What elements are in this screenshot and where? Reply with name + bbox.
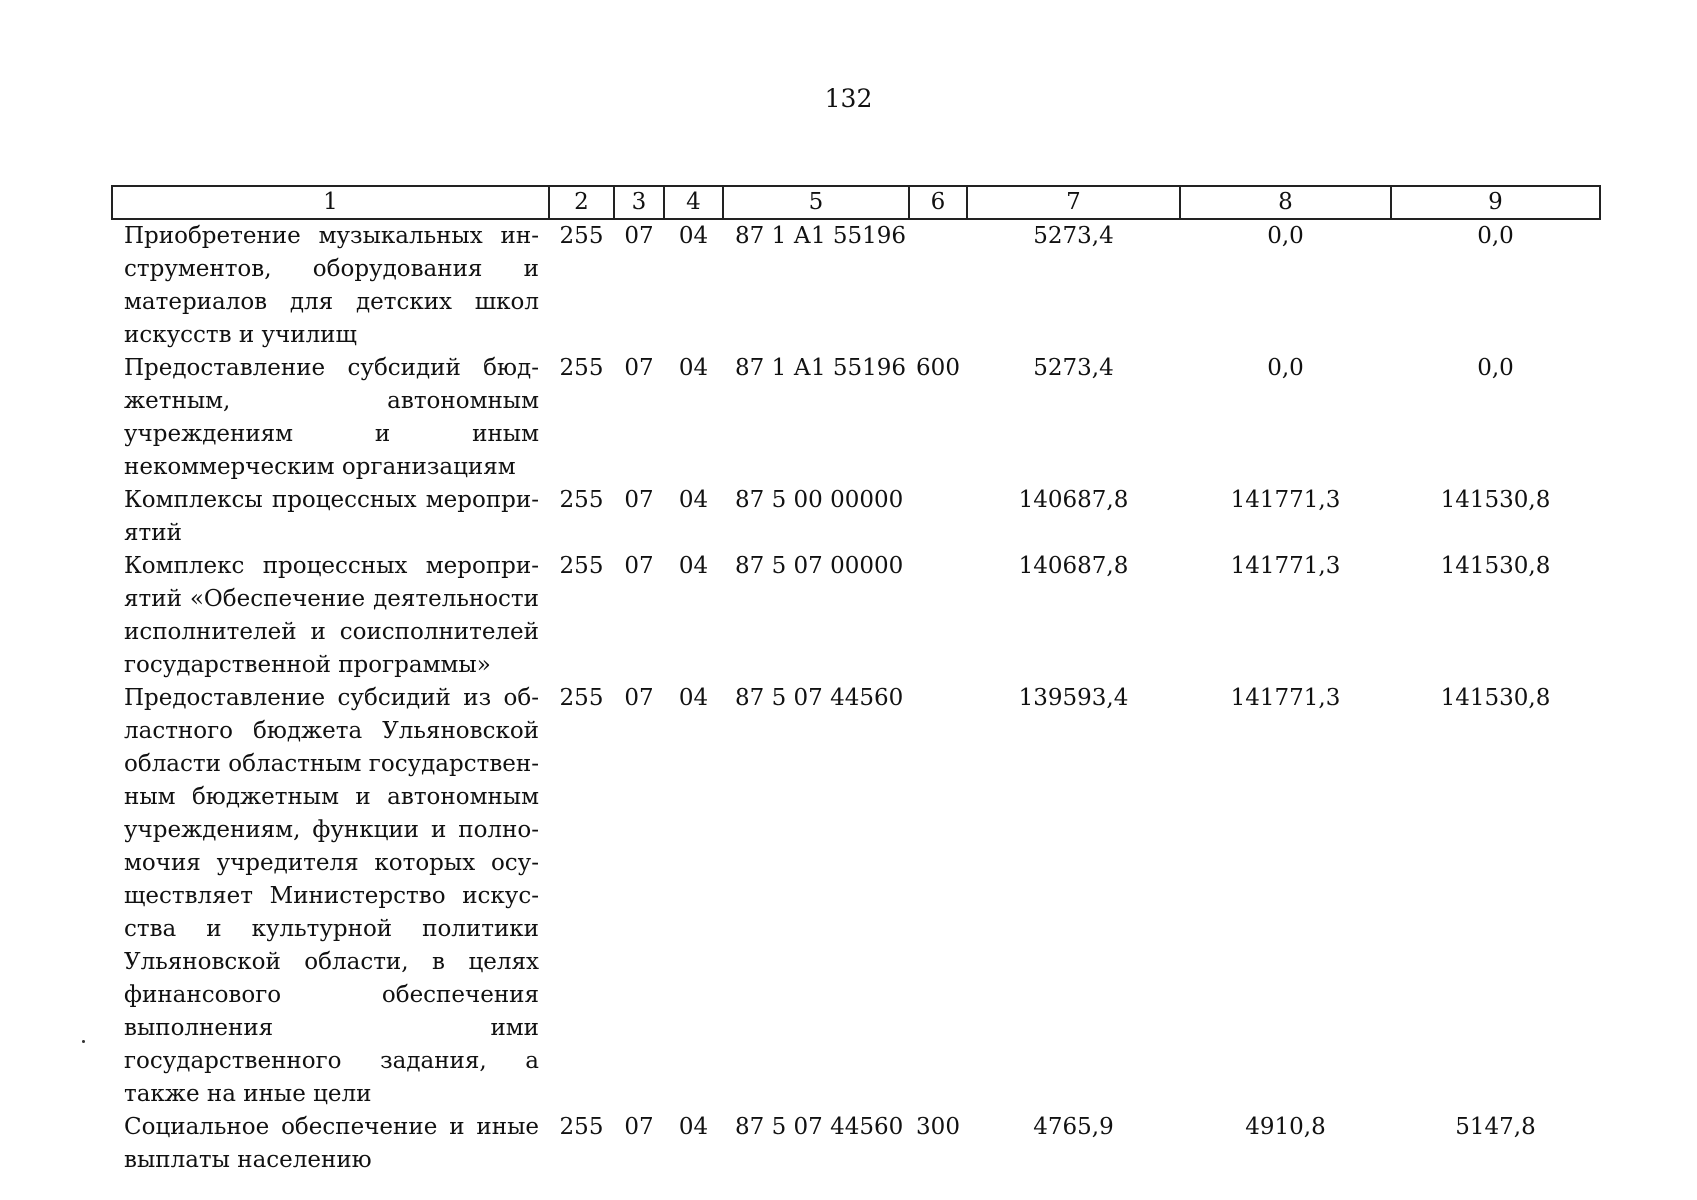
row-section-code: 07	[624, 685, 654, 711]
table-header	[112, 186, 1600, 219]
table-row	[112, 1111, 1600, 1177]
row-amount-col7: 139593,4	[1018, 685, 1129, 711]
row-subsection-code: 04	[678, 355, 709, 381]
row-ministry-code: 255	[559, 487, 604, 513]
header-col-4: 4	[664, 186, 723, 219]
header-col-1: 1	[112, 186, 549, 219]
header-col-3: 3	[614, 186, 664, 219]
row-name: Предоставление субсидий бюджетным, автономным учреждениям и иным некоммерческим организациям	[124, 355, 539, 480]
table-row	[112, 550, 1600, 682]
row-subsection-code: 04	[678, 685, 709, 711]
row-section-code: 07	[624, 355, 654, 381]
table-row	[112, 219, 1600, 352]
row-name: Комплексы процессных мероприятий	[124, 487, 539, 546]
header-col-5: 5	[723, 186, 909, 219]
header-row	[112, 186, 1600, 219]
page-number: 132	[824, 84, 873, 113]
row-subsection-code: 04	[678, 1114, 709, 1140]
row-ministry-code: 255	[559, 223, 604, 249]
row-amount-col9: 141530,8	[1440, 553, 1551, 579]
row-amount-col9: 0,0	[1477, 223, 1514, 249]
row-section-code: 07	[624, 553, 654, 579]
row-amount-col7: 5273,4	[1033, 355, 1114, 381]
header-col-8: 8	[1180, 186, 1391, 219]
table-row	[112, 484, 1600, 550]
row-amount-col8: 141771,3	[1230, 487, 1341, 513]
row-amount-col9: 0,0	[1477, 355, 1514, 381]
row-target-code: 87 5 07 44560	[735, 685, 904, 711]
row-target-code: 87 5 07 44560	[735, 1114, 904, 1140]
row-amount-col9: 141530,8	[1440, 685, 1551, 711]
row-subsection-code: 04	[678, 553, 709, 579]
row-expense-type	[909, 550, 967, 682]
row-amount-col7: 5273,4	[1033, 223, 1114, 249]
row-ministry-code: 255	[559, 685, 604, 711]
row-section-code: 07	[624, 487, 654, 513]
row-expense-type	[909, 682, 967, 1111]
row-expense-type	[909, 219, 967, 352]
row-expense-type: 600	[916, 355, 960, 381]
row-ministry-code: 255	[559, 355, 604, 381]
header-col-7: 7	[967, 186, 1180, 219]
header-col-2: 2	[549, 186, 614, 219]
row-target-code: 87 1 А1 55196	[735, 223, 907, 249]
row-section-code: 07	[624, 223, 654, 249]
row-expense-type	[909, 484, 967, 550]
row-amount-col9: 5147,8	[1455, 1114, 1536, 1140]
row-subsection-code: 04	[678, 487, 709, 513]
row-target-code: 87 5 00 00000	[735, 487, 904, 513]
row-name: Комплекс процессных мероприятий «Обеспечение деятельности исполнителей и соисполнителей государственной программы»	[124, 553, 539, 678]
row-ministry-code: 255	[559, 553, 604, 579]
row-amount-col7: 140687,8	[1018, 487, 1129, 513]
table-body	[112, 219, 1600, 1177]
row-amount-col8: 0,0	[1267, 355, 1304, 381]
row-ministry-code: 255	[559, 1114, 604, 1140]
row-target-code: 87 5 07 00000	[735, 553, 904, 579]
budget-table	[111, 185, 1601, 1177]
table-row	[112, 682, 1600, 1111]
row-amount-col9: 141530,8	[1440, 487, 1551, 513]
row-expense-type: 300	[916, 1114, 960, 1140]
row-amount-col7: 140687,8	[1018, 553, 1129, 579]
row-name: Приобретение музыкальных инструментов, оборудования и материалов для детских школ искусств и училищ	[124, 223, 539, 348]
row-amount-col7: 4765,9	[1033, 1114, 1114, 1140]
row-name: Предоставление субсидий из областного бюджета Ульяновской области областным государственным бюджетным и автономным учреждениям, функции и полномочия учредителя которых осуществляет Министерство искусства и культурной политики Ульяновской области, в целях финансового обеспечения выполнения ими государственного задания, а также на иные цели	[124, 685, 539, 1107]
row-amount-col8: 4910,8	[1245, 1114, 1326, 1140]
table-row	[112, 352, 1600, 484]
row-section-code: 07	[624, 1114, 654, 1140]
row-subsection-code: 04	[678, 223, 709, 249]
header-col-6: 6	[909, 186, 967, 219]
row-amount-col8: 0,0	[1267, 223, 1304, 249]
row-target-code: 87 1 А1 55196	[735, 355, 907, 381]
row-amount-col8: 141771,3	[1230, 553, 1341, 579]
row-name: Социальное обеспечение и иные выплаты населению	[124, 1114, 539, 1173]
scan-speck	[82, 1040, 85, 1043]
header-col-9: 9	[1391, 186, 1600, 219]
row-amount-col8: 141771,3	[1230, 685, 1341, 711]
